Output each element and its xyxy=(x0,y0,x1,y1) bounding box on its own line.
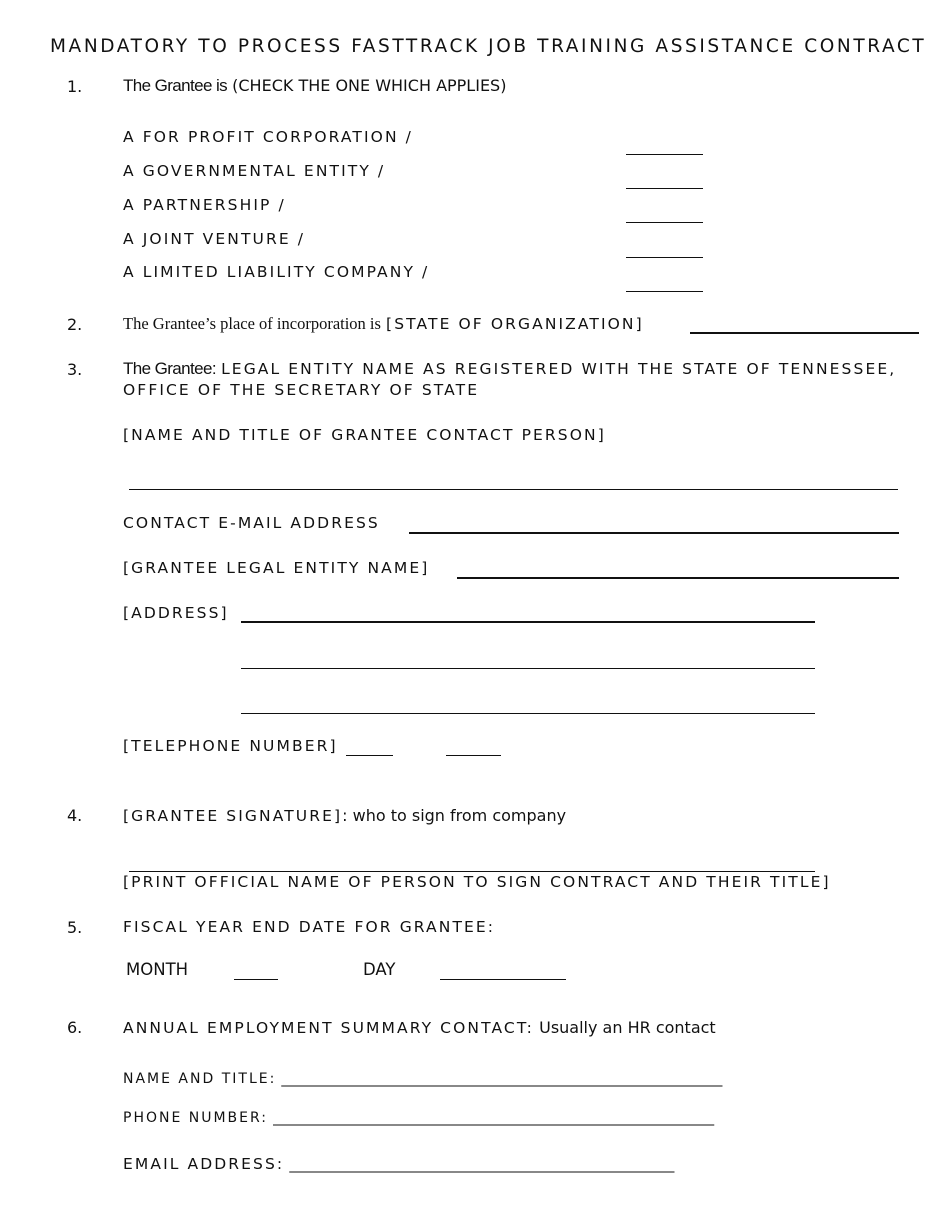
option-governmental-label: A GOVERNMENTAL ENTITY / xyxy=(123,162,386,180)
print-official-name-label: [PRINT OFFICIAL NAME OF PERSON TO SIGN CONTRACT AND THEIR TITLE] xyxy=(123,873,831,891)
option-llc-checkline[interactable] xyxy=(626,291,703,292)
address-field-line1[interactable] xyxy=(241,621,815,623)
section-2-number: 2. xyxy=(67,315,83,334)
contact-email-label: CONTACT E-MAIL ADDRESS xyxy=(123,514,380,532)
hr-email-field[interactable]: _______________________________________________________ xyxy=(289,1157,675,1173)
section-1-number: 1. xyxy=(67,77,83,96)
section-1-heading xyxy=(123,76,506,96)
option-partnership-label: A PARTNERSHIP / xyxy=(123,196,286,214)
hr-phone-label: PHONE NUMBER: xyxy=(123,1110,269,1126)
option-partnership-checkline[interactable] xyxy=(626,222,703,223)
month-field[interactable] xyxy=(234,979,278,980)
hr-name-title-row xyxy=(123,1068,722,1087)
option-joint-venture-label: A JOINT VENTURE / xyxy=(123,230,306,248)
telephone-area-code-field[interactable] xyxy=(346,755,393,756)
hr-email-row xyxy=(123,1154,674,1173)
option-for-profit-label: A FOR PROFIT CORPORATION / xyxy=(123,128,414,146)
hr-phone-row xyxy=(123,1107,714,1126)
hr-email-label: EMAIL ADDRESS: xyxy=(123,1155,285,1173)
address-field-line3[interactable] xyxy=(241,713,815,714)
contact-email-field[interactable] xyxy=(409,532,899,534)
grantee-signature-label: [GRANTEE SIGNATURE] xyxy=(123,807,343,825)
section-2-heading xyxy=(123,314,644,334)
legal-entity-label-line2: OFFICE OF THE SECRETARY OF STATE xyxy=(123,381,480,399)
section-2-lead: The Grantee’s place of incorporation is xyxy=(123,314,381,333)
state-of-organization-label: [STATE OF ORGANIZATION] xyxy=(386,315,644,333)
contact-person-label: [NAME AND TITLE OF GRANTEE CONTACT PERSON] xyxy=(123,426,606,444)
option-governmental-checkline[interactable] xyxy=(626,188,703,189)
employment-summary-contact-note: Usually an HR contact xyxy=(539,1018,716,1037)
section-3-heading xyxy=(123,359,896,379)
section-6-number: 6. xyxy=(67,1018,83,1037)
hr-phone-field[interactable]: _______________________________________________________________ xyxy=(273,1110,715,1126)
option-for-profit-checkline[interactable] xyxy=(626,154,703,155)
legal-entity-label-line1: LEGAL ENTITY NAME AS REGISTERED WITH THE STATE OF TENNESSEE, xyxy=(221,360,897,378)
hr-name-title-field[interactable]: _______________________________________________________________ xyxy=(281,1071,723,1087)
section-4-number: 4. xyxy=(67,806,83,825)
section-6-heading xyxy=(123,1018,716,1037)
section-1-lead: The Grantee is xyxy=(123,76,228,95)
day-field[interactable] xyxy=(440,979,566,980)
address-field-line2[interactable] xyxy=(241,668,815,669)
section-4-heading xyxy=(123,806,566,825)
section-1-instruction: (CHECK THE ONE WHICH APPLIES) xyxy=(232,76,507,95)
option-llc-label: A LIMITED LIABILITY COMPANY / xyxy=(123,263,430,281)
option-joint-venture-checkline[interactable] xyxy=(626,257,703,258)
section-5-number: 5. xyxy=(67,918,83,937)
day-label: DAY xyxy=(363,960,396,979)
hr-name-title-label: NAME AND TITLE: xyxy=(123,1071,277,1087)
month-label: MONTH xyxy=(126,960,189,979)
fiscal-year-end-label: FISCAL YEAR END DATE FOR GRANTEE: xyxy=(123,918,496,936)
section-3-number: 3. xyxy=(67,360,83,379)
entity-name-label: [GRANTEE LEGAL ENTITY NAME] xyxy=(123,559,430,577)
address-label: [ADDRESS] xyxy=(123,604,229,622)
telephone-number-field[interactable] xyxy=(446,755,501,756)
state-of-organization-field[interactable] xyxy=(690,332,919,334)
employment-summary-contact-label: ANNUAL EMPLOYMENT SUMMARY CONTACT: xyxy=(123,1019,535,1037)
page-title: MANDATORY TO PROCESS FASTTRACK JOB TRAINING ASSISTANCE CONTRACT xyxy=(50,36,927,57)
signature-name-field[interactable] xyxy=(129,871,815,872)
grantee-signature-note: : who to sign from company xyxy=(342,806,567,825)
telephone-label: [TELEPHONE NUMBER] xyxy=(123,737,338,755)
contact-person-field[interactable] xyxy=(129,489,898,490)
section-3-lead: The Grantee: xyxy=(123,359,216,378)
entity-name-field[interactable] xyxy=(457,577,899,579)
